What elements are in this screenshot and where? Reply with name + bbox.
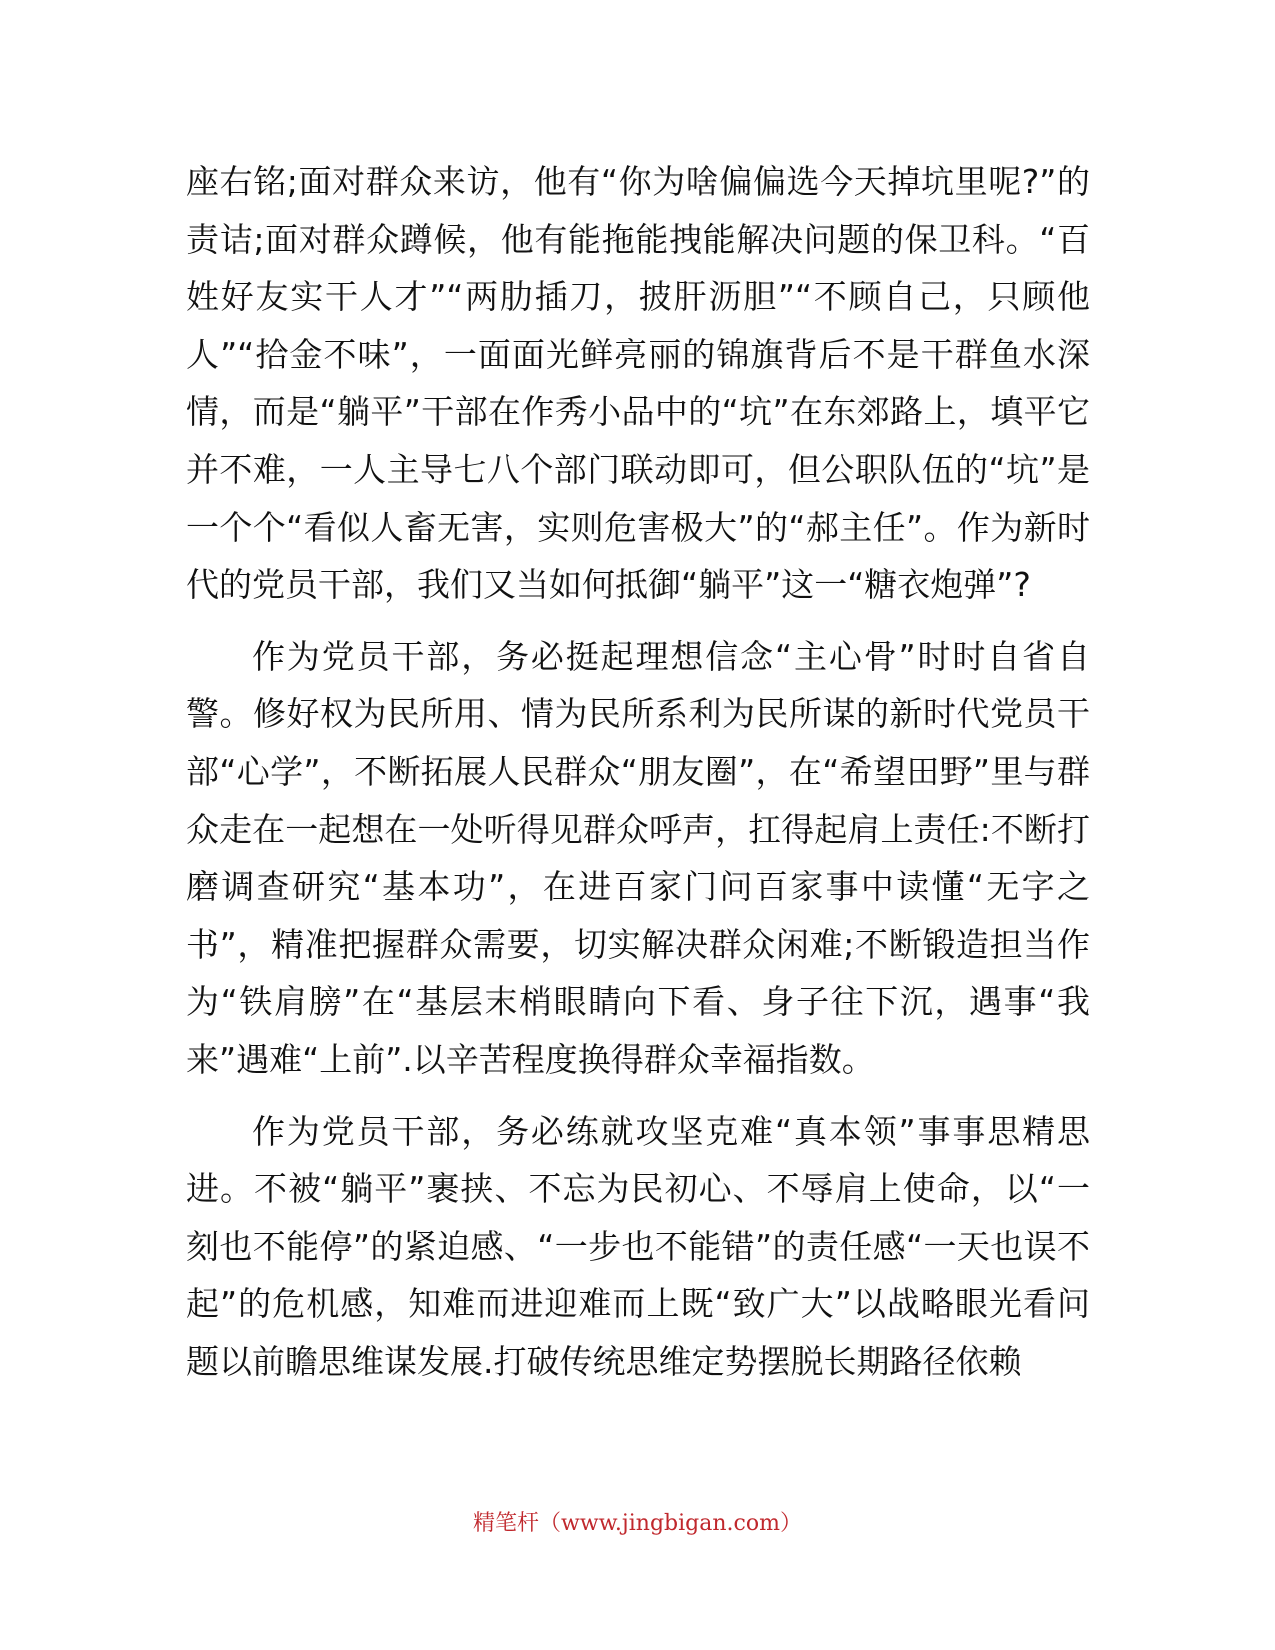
- document-body: [186, 153, 1090, 1390]
- footer-watermark[interactable]: 精笔杆（www.jingbigan.com）: [473, 1511, 802, 1536]
- paragraph-2: 作为党员干部，务必挺起理想信念“主心骨”时时自省自警。修好权为民所用、情为民所系利为民所谋的新时代党员干部“心学”，不断拓展人民群众“朋友圈”，在“希望田野”里与群众走在一起想在一处听得见群众呼声，扛得起肩上责任:不断打磨调查研究“基本功”，在进百家门问百家事中读懂“无字之书”，精准把握群众需要，切实解决群众闲难;不断锻造担当作为“铁肩膀”在“基层末梢眼睛向下看、身子往下沉，遇事“我来”遇难“上前”.以辛苦程度换得群众幸福指数。: [186, 636, 1090, 1079]
- paragraph-1: 座右铭;面对群众来访，他有“你为啥偏偏选今天掉坑里呢?”的责诘;面对群众蹲候，他有能拖能拽能解决问题的保卫科。“百姓好友实干人才”“两肋插刀，披肝沥胆”“不顾自己，只顾他人”“拾金不味”，一面面光鲜亮丽的锦旗背后不是干群鱼水深情，而是“躺平”干部在作秀小品中的“坑”在东郊路上，填平它并不难，一人主导七八个部门联动即可，但公职队伍的“坑”是一个个“看似人畜无害，实则危害极大”的“郝主任”。作为新时代的党员干部，我们又当如何抵御“躺平”这一“糖衣炮弹”?: [186, 162, 1090, 605]
- paragraph-3: 作为党员干部，务必练就攻坚克难“真本领”事事思精思进。不被“躺平”裹挟、不忘为民初心、不辱肩上使命，以“一刻也不能停”的紧迫感、“一步也不能错”的责任感“一天也误不起”的危机感，知难而进迎难而上既“致广大”以战略眼光看问题以前瞻思维谋发展.打破传统思维定势摆脱长期路径依赖: [186, 1111, 1090, 1381]
